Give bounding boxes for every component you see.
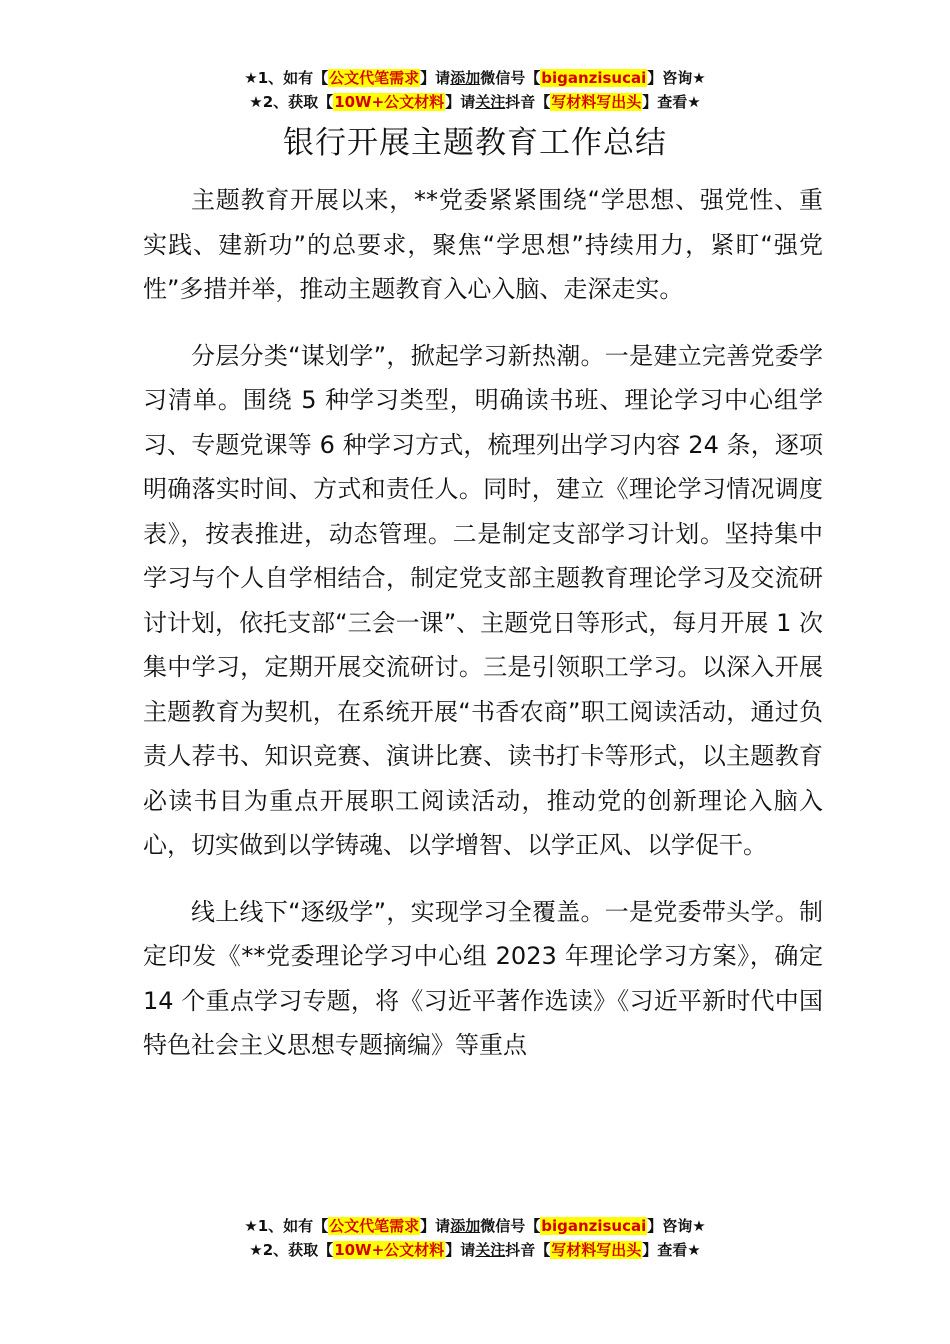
banner-underlined-text: 添加 xyxy=(450,69,481,87)
banner-line-2 xyxy=(0,1238,950,1262)
banner-highlight: biganzisucai xyxy=(541,69,647,87)
banner-text: 】请 xyxy=(445,93,476,111)
paragraph-intro: 主题教育开展以来，**党委紧紧围绕“学思想、强党性、重实践、建新功”的总要求，聚焦“学思想”持续用力，紧盯“强党性”多措并举，推动主题教育入心入脑、走深走实。 xyxy=(143,186,823,303)
banner-line-1 xyxy=(0,66,950,90)
banner-highlight: 公文代笔需求 xyxy=(329,1217,420,1235)
banner-text: ★2、获取【 xyxy=(249,93,334,111)
banner-text: 】查看★ xyxy=(642,1241,701,1259)
banner-highlight: 写材料写出头 xyxy=(551,93,642,111)
banner-highlight: 公文代笔需求 xyxy=(329,69,420,87)
header-banner xyxy=(0,66,950,114)
banner-text: 微信号【 xyxy=(480,69,541,87)
banner-line-2 xyxy=(0,90,950,114)
banner-highlight: 写材料写出头 xyxy=(551,1241,642,1259)
banner-text: ★1、如有【 xyxy=(244,69,329,87)
banner-text: 】咨询★ xyxy=(647,1217,706,1235)
document-title: 银行开展主题教育工作总结 xyxy=(283,125,667,161)
banner-underlined-text: 关注 xyxy=(475,93,506,111)
banner-text: 】查看★ xyxy=(642,93,701,111)
footer-banner xyxy=(0,1214,950,1262)
paragraph-online-offline-study: 线上线下“逐级学”，实现学习全覆盖。一是党委带头学。制定印发《**党委理论学习中心组 2023 年理论学习方案》，确定 14 个重点学习专题，将《习近平著作选读》《习近平新时代中国特色社会主义思想专题摘编》等重点 xyxy=(143,897,823,1059)
banner-text: 微信号【 xyxy=(480,1217,541,1235)
banner-text: 】请 xyxy=(445,1241,476,1259)
banner-underlined-text: 添加 xyxy=(450,1217,481,1235)
banner-highlight: 10W+公文材料 xyxy=(334,1241,445,1259)
paragraph-layered-study: 分层分类“谋划学”，掀起学习新热潮。一是建立完善党委学习清单。围绕 5 种学习类型，明确读书班、理论学习中心组学习、专题党课等 6 种学习方式，梳理列出学习内容 24 条，逐项明确落实时间、方式和责任人。同时，建立《理论学习情况调度表》，按表推进，动态管理。二是制定支部学习计划。坚持集中学习与个人自学相结合，制定党支部主题教育理论学习及交流研讨计划，依托支部“三会一课”、主题党日等形式，每月开展 1 次集中学习，定期开展交流研讨。三是引领职工学习。以深入开展主题教育为契机，在系统开展“书香农商”职工阅读活动，通过负责人荐书、知识竞赛、演讲比赛、读书打卡等形式，以主题教育必读书目为重点开展职工阅读活动，推动党的创新理论入脑入心，切实做到以学铸魂、以学增智、以学正风、以学促干。 xyxy=(143,341,823,859)
banner-line-1 xyxy=(0,1214,950,1238)
banner-text: 抖音【 xyxy=(505,1241,551,1259)
banner-underlined-text: 关注 xyxy=(475,1241,506,1259)
banner-text: 抖音【 xyxy=(505,93,551,111)
document-body xyxy=(143,178,823,1090)
banner-text: ★1、如有【 xyxy=(244,1217,329,1235)
banner-text: 】请 xyxy=(420,69,451,87)
banner-highlight: biganzisucai xyxy=(541,1217,647,1235)
banner-highlight: 10W+公文材料 xyxy=(334,93,445,111)
banner-text: ★2、获取【 xyxy=(249,1241,334,1259)
banner-text: 】咨询★ xyxy=(647,69,706,87)
banner-text: 】请 xyxy=(420,1217,451,1235)
